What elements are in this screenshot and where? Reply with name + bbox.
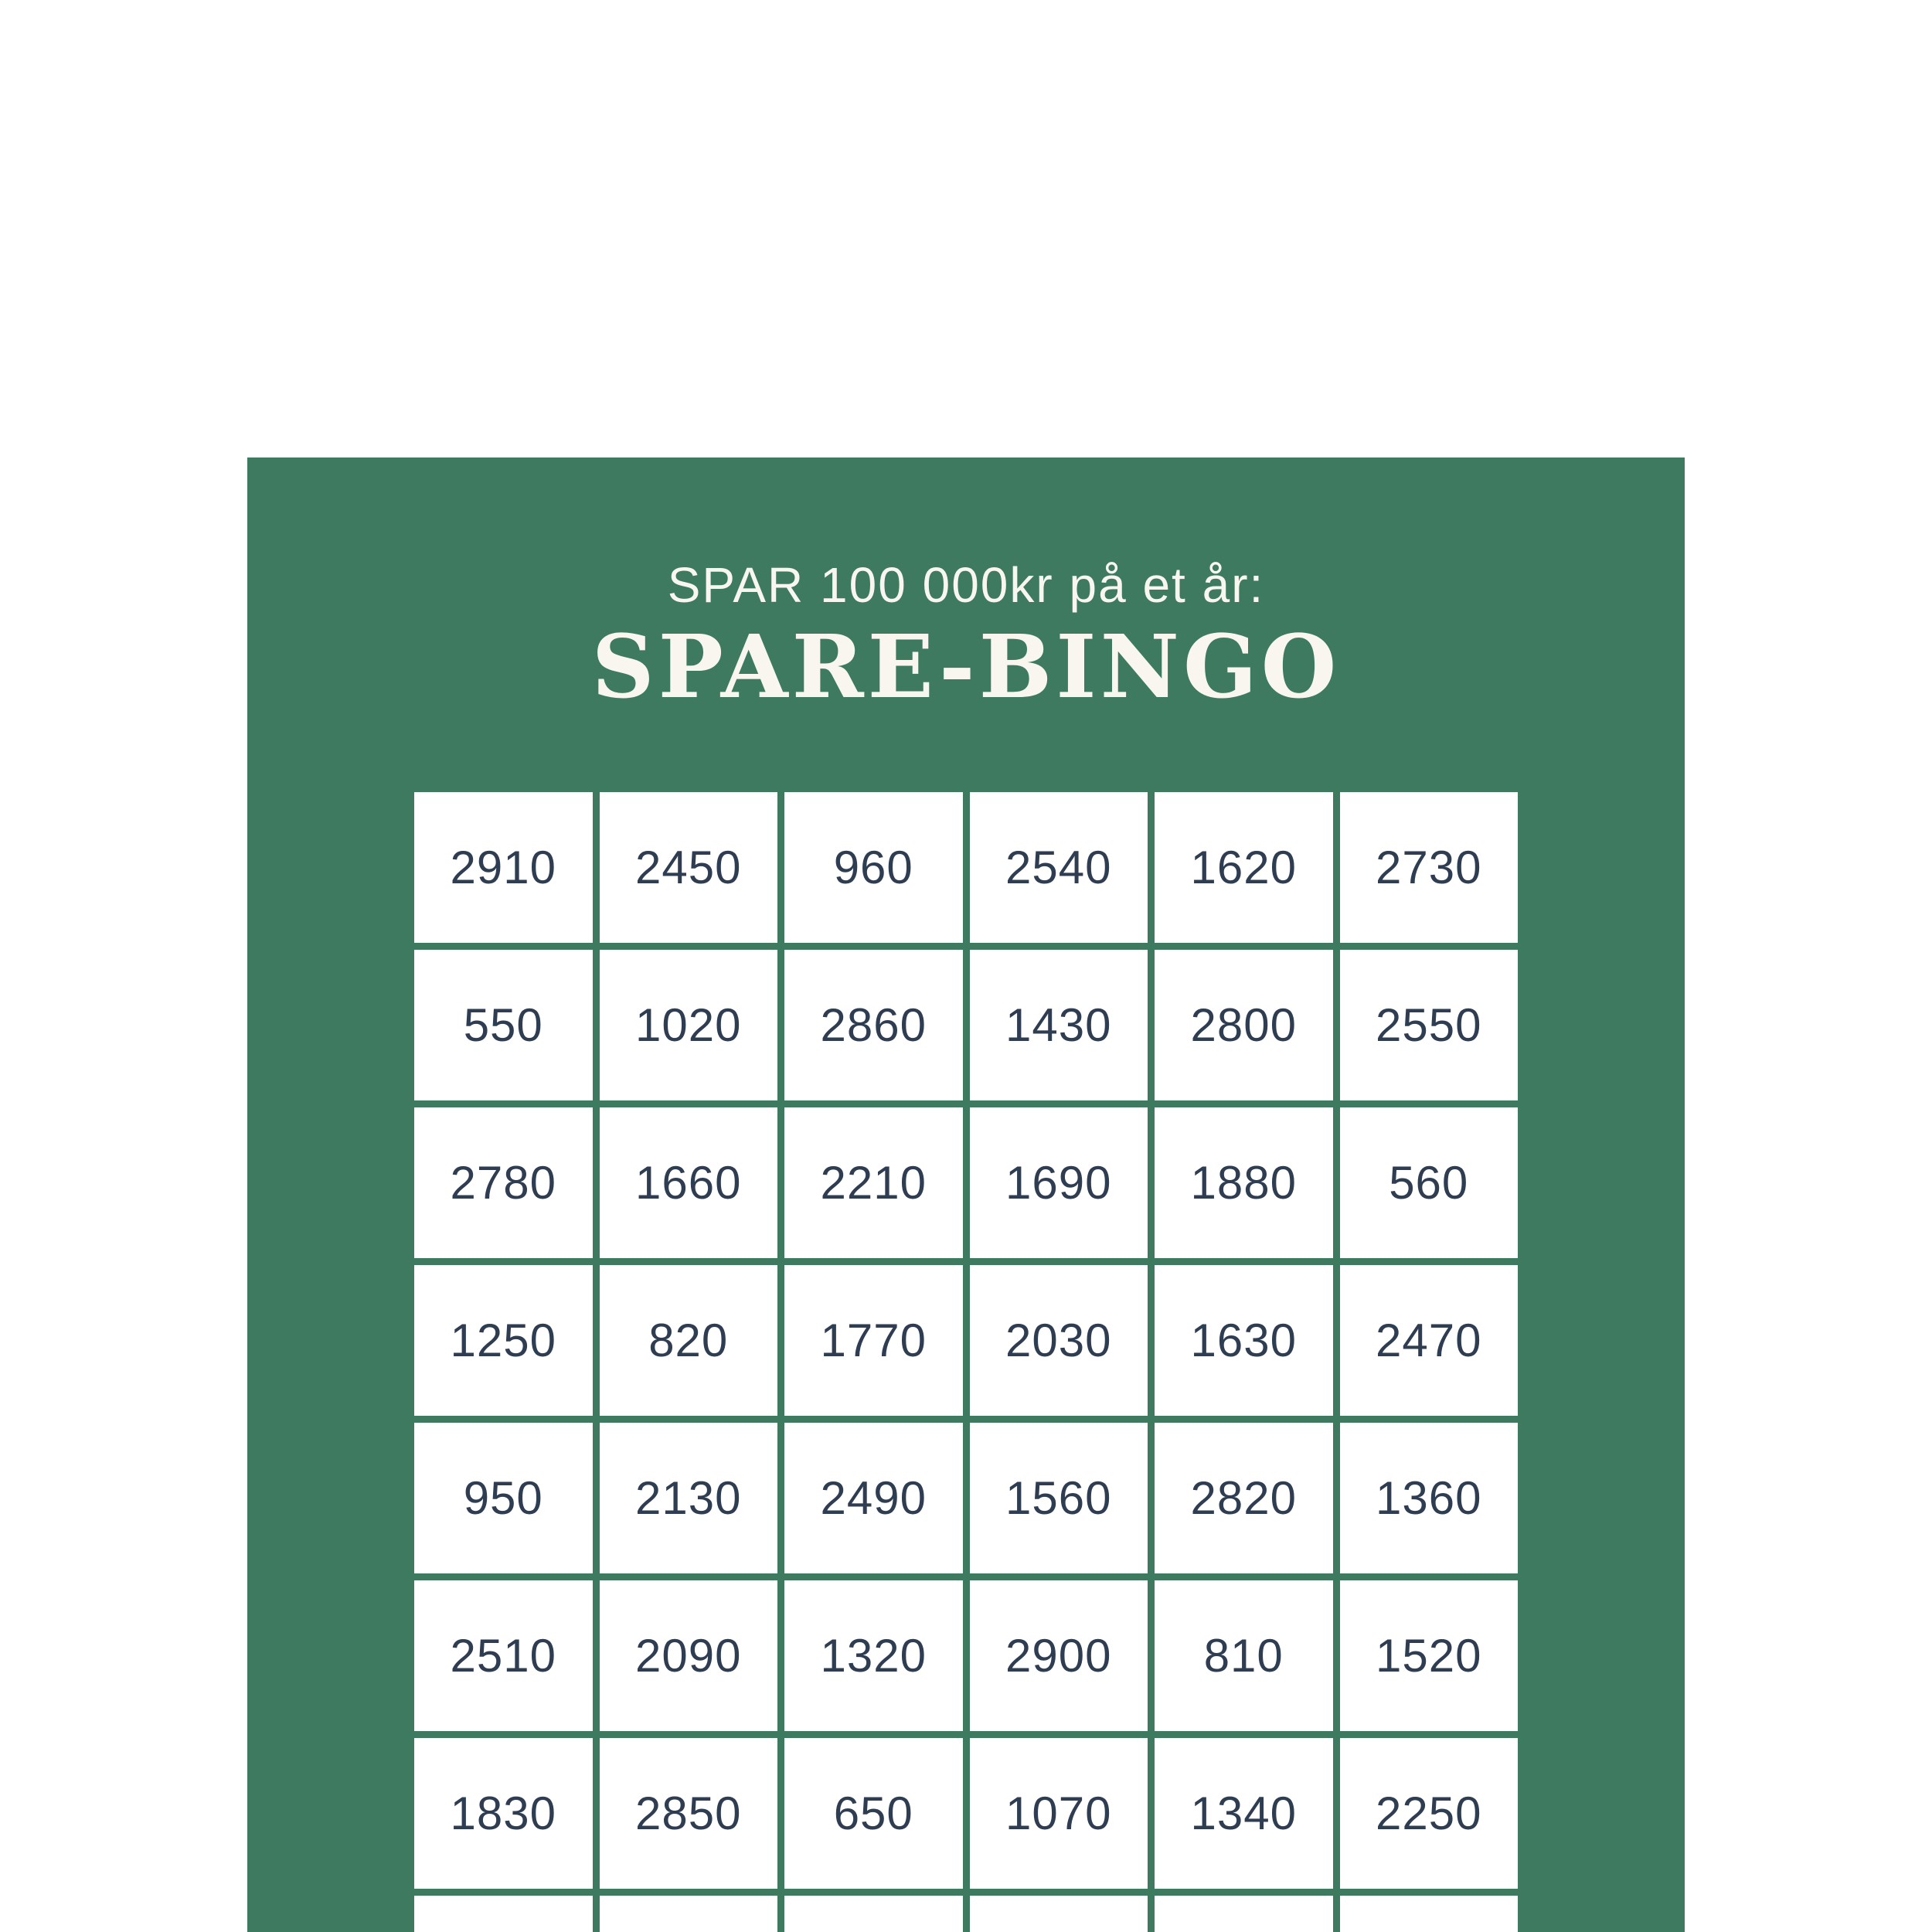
bingo-cell[interactable]: 2730 [1340, 792, 1519, 943]
bingo-cell[interactable]: 810 [1155, 1580, 1333, 1731]
bingo-cell[interactable]: 2450 [600, 792, 778, 943]
bingo-cell[interactable]: 1630 [1155, 1265, 1333, 1416]
savings-bingo-card [247, 457, 1685, 1932]
bingo-grid [414, 792, 1518, 1932]
bingo-cell[interactable]: 950 [414, 1423, 593, 1573]
bingo-cell[interactable]: 1770 [784, 1265, 963, 1416]
bingo-cell[interactable]: 1340 [1155, 1738, 1333, 1889]
bingo-cell[interactable]: 2540 [970, 792, 1148, 943]
bingo-cell[interactable]: 2210 [784, 1107, 963, 1258]
bingo-cell[interactable]: 1690 [970, 1107, 1148, 1258]
bingo-cell[interactable]: 1520 [1340, 1580, 1519, 1731]
bingo-cell[interactable]: 2900 [970, 1580, 1148, 1731]
bingo-cell[interactable] [1155, 1896, 1333, 1932]
bingo-cell[interactable]: 2820 [1155, 1423, 1333, 1573]
bingo-cell[interactable]: 1430 [970, 950, 1148, 1100]
card-title: SPARE-BINGO [591, 617, 1341, 718]
bingo-cell[interactable]: 2250 [1340, 1738, 1519, 1889]
bingo-cell[interactable]: 2800 [1155, 950, 1333, 1100]
bingo-cell[interactable]: 1250 [414, 1265, 593, 1416]
bingo-cell[interactable]: 2860 [784, 950, 963, 1100]
bingo-cell[interactable]: 960 [784, 792, 963, 943]
bingo-cell[interactable] [414, 1896, 593, 1932]
bingo-cell[interactable]: 560 [1340, 1107, 1519, 1258]
bingo-cell[interactable]: 2510 [414, 1580, 593, 1731]
bingo-cell[interactable]: 650 [784, 1738, 963, 1889]
card-subtitle: SPAR 100 000kr på et år: [667, 557, 1265, 613]
bingo-cell[interactable]: 2090 [600, 1580, 778, 1731]
bingo-cell[interactable]: 2490 [784, 1423, 963, 1573]
bingo-cell[interactable]: 820 [600, 1265, 778, 1416]
bingo-cell[interactable]: 2030 [970, 1265, 1148, 1416]
bingo-cell[interactable] [970, 1896, 1148, 1932]
bingo-cell[interactable]: 1360 [1340, 1423, 1519, 1573]
bingo-cell[interactable] [784, 1896, 963, 1932]
bingo-cell[interactable]: 2550 [1340, 950, 1519, 1100]
bingo-cell[interactable]: 1560 [970, 1423, 1148, 1573]
bingo-cell[interactable]: 1830 [414, 1738, 593, 1889]
bingo-cell[interactable]: 2130 [600, 1423, 778, 1573]
bingo-cell[interactable]: 2470 [1340, 1265, 1519, 1416]
bingo-cell[interactable]: 1320 [784, 1580, 963, 1731]
bingo-cell[interactable]: 1660 [600, 1107, 778, 1258]
bingo-cell[interactable]: 1020 [600, 950, 778, 1100]
bingo-cell[interactable]: 2910 [414, 792, 593, 943]
bingo-cell[interactable]: 2780 [414, 1107, 593, 1258]
bingo-cell[interactable]: 1070 [970, 1738, 1148, 1889]
bingo-cell[interactable] [600, 1896, 778, 1932]
bingo-cell[interactable] [1340, 1896, 1519, 1932]
bingo-cell[interactable]: 2850 [600, 1738, 778, 1889]
bingo-cell[interactable]: 1620 [1155, 792, 1333, 943]
bingo-cell[interactable]: 550 [414, 950, 593, 1100]
bingo-cell[interactable]: 1880 [1155, 1107, 1333, 1258]
